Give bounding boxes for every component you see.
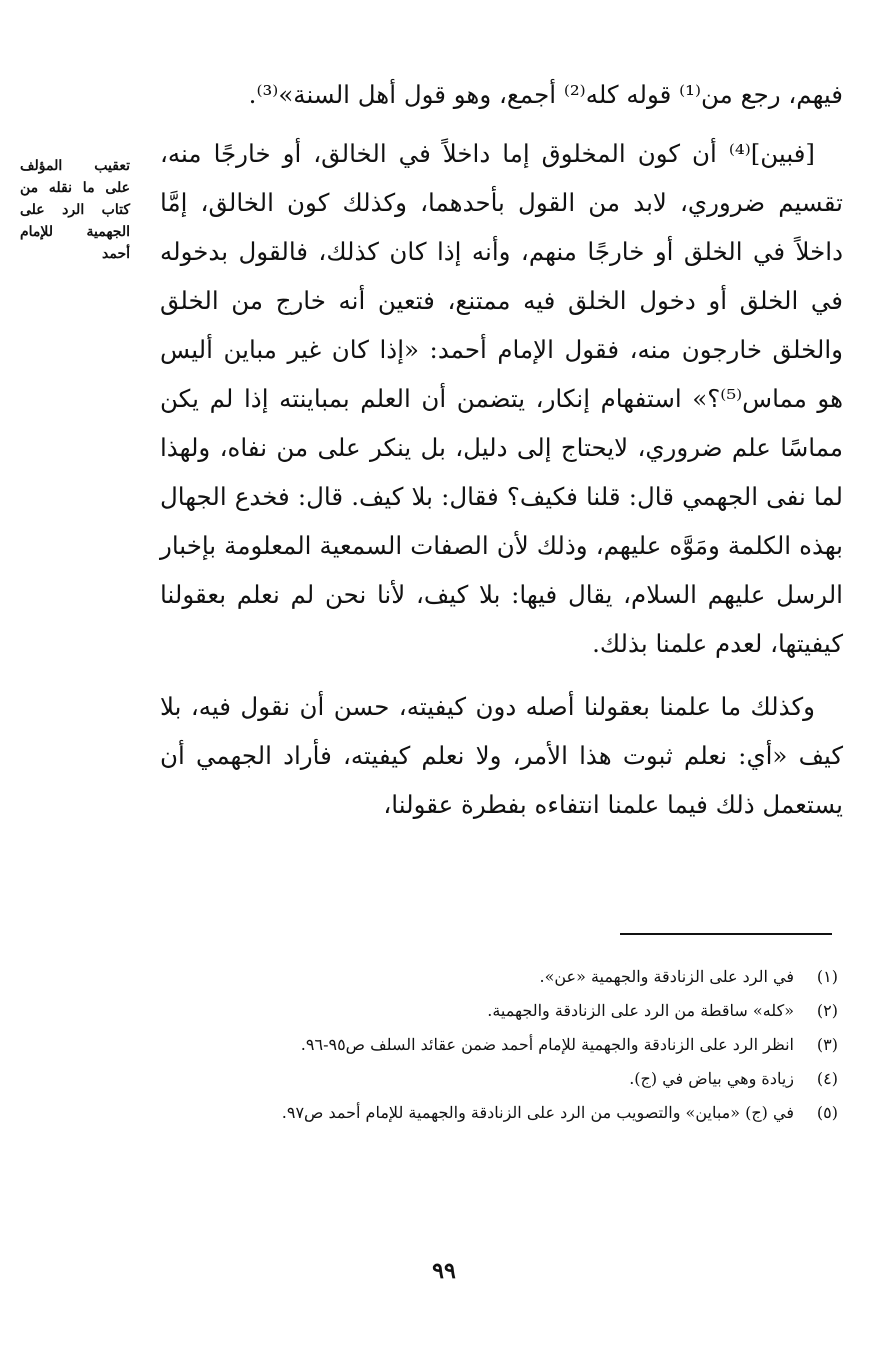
footnote-text: في الرد على الزنادقة والجهمية «عن». xyxy=(539,967,794,986)
footnotes xyxy=(170,962,838,1132)
footnote-item xyxy=(170,1030,838,1060)
footnote-text: انظر الرد على الزنادقة والجهمية للإمام أحمد ضمن عقائد السلف ص٩٥-٩٦. xyxy=(300,1035,794,1054)
footnote-text: في (ج) «مباين» والتصويب من الرد على الزنادقة والجهمية للإمام أحمد ص٩٧. xyxy=(281,1103,794,1122)
footnote-item xyxy=(170,1064,838,1094)
footnote-divider xyxy=(620,933,832,935)
footnote-number: (٣) xyxy=(816,1035,838,1054)
footnote-item xyxy=(170,1098,838,1128)
footnote-number: (١) xyxy=(816,967,838,986)
footnote-item xyxy=(170,996,838,1026)
paragraph-3: وكذلك ما علمنا بعقولنا أصله دون كيفيته، حسن أن نقول فيه، بلا كيف «أي: نعلم ثبوت هذا الأمر، ولا نعلم كيفيته، فأراد الجهمي أن يستعمل ذلك فيما علمنا انتفاءه بفطرة عقولنا، xyxy=(160,692,843,819)
footnote-text: زيادة وهي بياض في (ج). xyxy=(629,1069,794,1088)
paragraph-1: فيهم، رجع من⁽¹⁾ قوله كله⁽²⁾ أجمع، وهو قول أهل السنة»⁽³⁾. xyxy=(248,80,843,109)
margin-note: تعقيب المؤلف على ما نقله من كتاب الرد على الجهمية للإمام أحمد xyxy=(20,158,130,262)
footnote-number: (٢) xyxy=(816,1001,838,1020)
footnote-item xyxy=(170,962,838,992)
footnote-number: (٥) xyxy=(816,1103,838,1122)
page-number: ٩٩ xyxy=(432,1258,456,1284)
paragraph-2: [فبين]⁽⁴⁾ أن كون المخلوق إما داخلاً في الخالق، أو خارجًا منه، تقسيم ضروري، لابد من القول بأحدهما، وكذلك كون الخالق، إمَّا داخلاً في الخلق أو خارجًا منهم، وأنه إذا كان كذلك، فالقول بدخوله في الخلق أو دخول الخلق فيه ممتنع، فتعين أنه خارج من الخلق والخلق خارجون منه، فقول الإمام أحمد: «إذا كان غير مباين أليس هو مماس⁽⁵⁾؟» استفهام إنكار، يتضمن أن العلم بمباينته إذا لم يكن مماسًا علم ضروري، لايحتاج إلى دليل، بل ينكر على من نفاه، ولهذا لما نفى الجهمي قال: قلنا فكيف؟ فقال: بلا كيف. قال: فخدع الجهال بهذه الكلمة ومَوَّه عليهم، وذلك لأن الصفات السمعية المعلومة بإخبار الرسل عليهم السلام، يقال فيها: بلا كيف، لأنا نحن لم نعلم بعقولنا كيفيتها، لعدم علمنا بذلك. xyxy=(160,139,843,658)
main-text xyxy=(160,70,843,829)
footnote-text: «كله» ساقطة من الرد على الزنادقة والجهمية. xyxy=(487,1001,794,1020)
footnote-number: (٤) xyxy=(816,1069,838,1088)
